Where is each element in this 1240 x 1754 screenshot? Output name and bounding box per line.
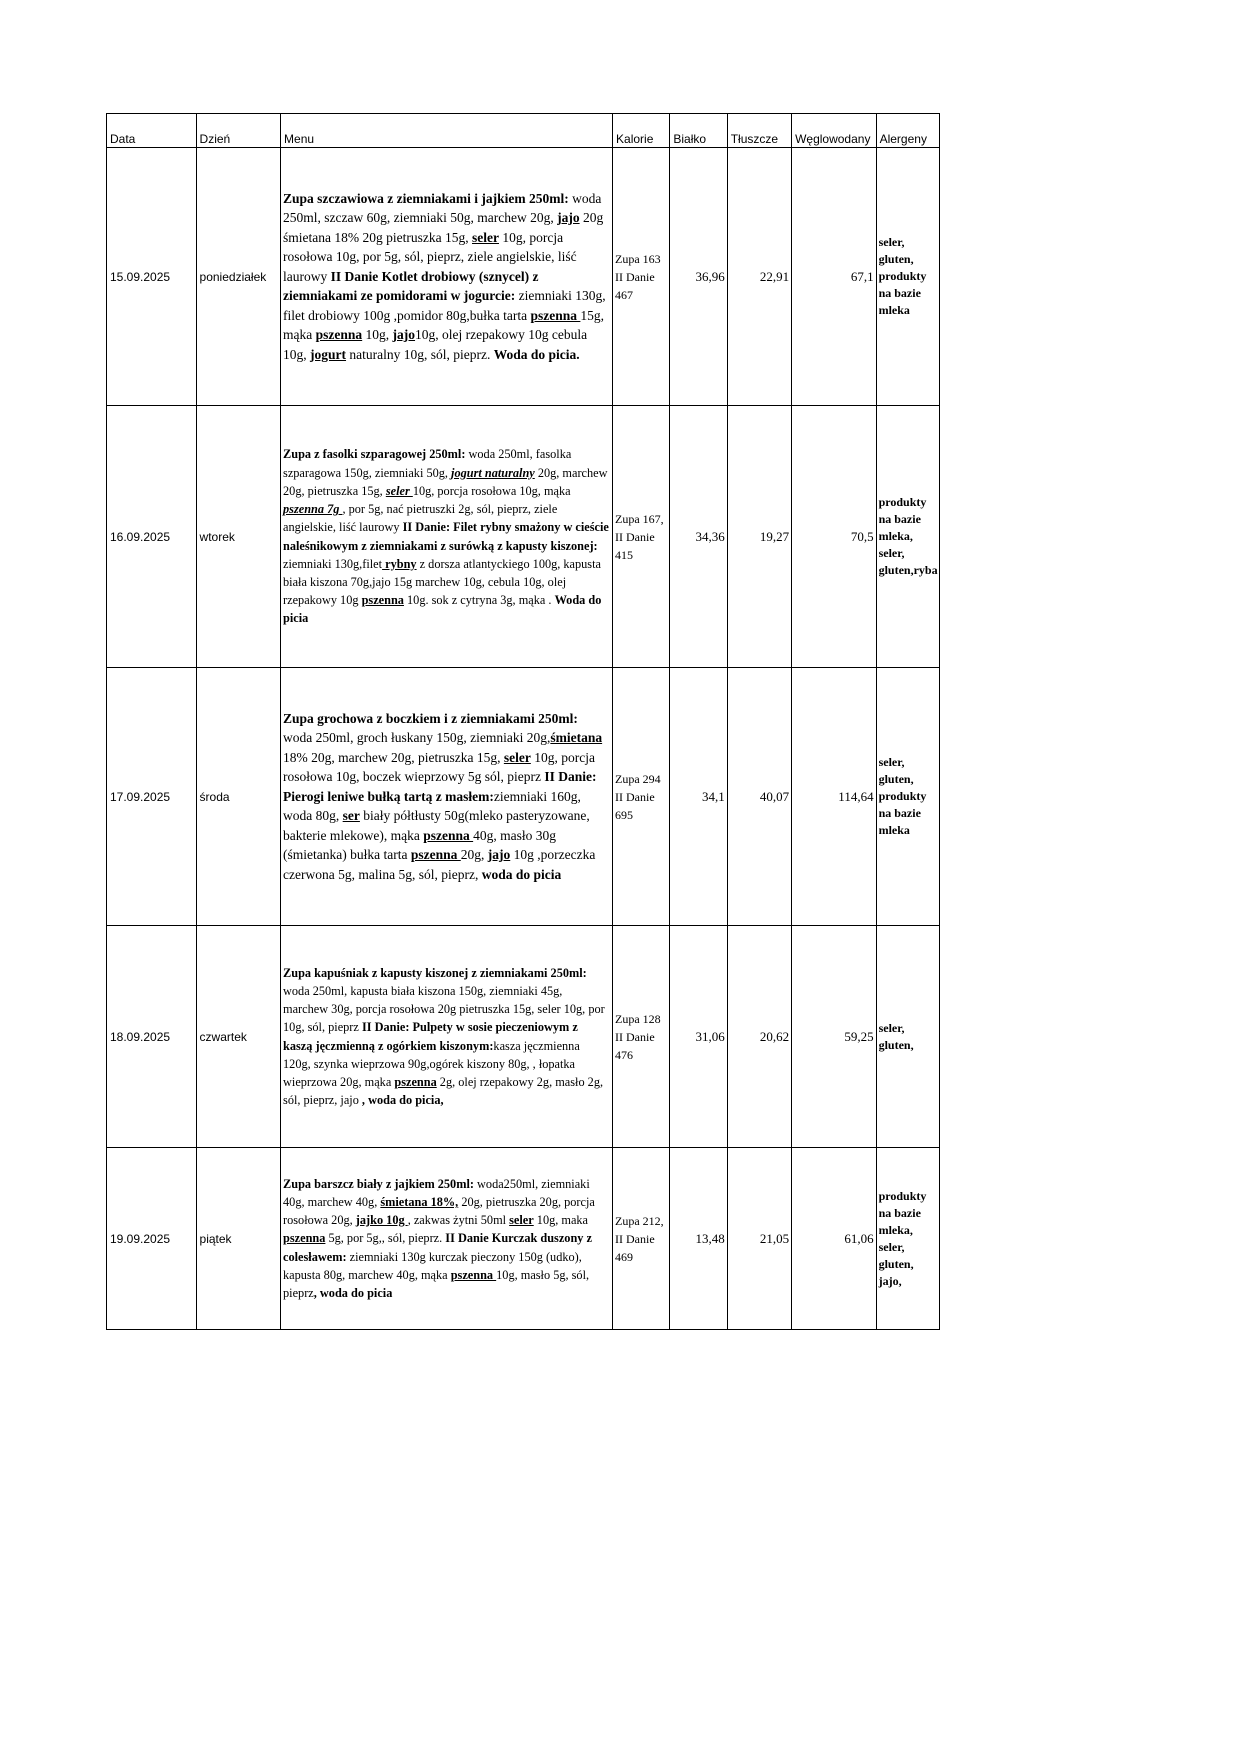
menu-cell — [281, 148, 613, 406]
table-row — [107, 406, 940, 668]
protein-cell: 31,06 — [670, 926, 727, 1148]
menu-run: II Danie: Pulpety w sosie pieczeniowym z kaszą jęczmienną z ogórkiem kiszonym: — [283, 1020, 578, 1053]
menu-run: 10g, porcja rosołowa 10g, por 5g, sól, pieprz, ziele angielskie, liść laurowy — [283, 229, 577, 284]
menu-run: II Danie: Filet rybny smażony w cieście naleśnikowym z ziemniakami z surówką z kapusty kiszonej: — [283, 520, 609, 553]
menu-run: II Danie Kurczak duszony z colesławem: — [283, 1231, 592, 1264]
menu-run: 10g. sok z cytryna 3g, mąka . — [403, 593, 555, 608]
menu-run: 2g, olej rzepakowy 2g, masło 2g, sól, pieprz, jajo — [283, 1074, 604, 1108]
calories-cell: Zupa 167, II Danie 415 — [613, 406, 670, 668]
day-cell: poniedziałek — [196, 148, 281, 406]
calories-cell: Zupa 163 II Danie 467 — [613, 148, 670, 406]
menu-run: woda 250ml, szczaw 60g, ziemniaki 50g, marchew 20g, — [283, 190, 602, 226]
header-row — [107, 114, 940, 148]
header-fat: Tłuszcze — [727, 114, 791, 148]
protein-cell: 34,36 — [670, 406, 727, 668]
header-carbs: Węglowodany — [792, 114, 877, 148]
menu-run: seler — [385, 483, 413, 498]
fat-cell: 40,07 — [727, 668, 791, 926]
table-row — [107, 926, 940, 1148]
menu-run: 10g, — [362, 327, 393, 343]
menu-run: pszenna — [283, 1231, 326, 1246]
menu-run: ziemniaki 160g, woda 80g, — [283, 788, 581, 824]
menu-run: 20g śmietana 18% 20g pietruszka 15g, — [283, 210, 604, 245]
menu-run: II Danie: Pierogi leniwe bułką tartą z masłem: — [283, 769, 597, 804]
menu-run: jajo — [392, 327, 416, 343]
header-allergens: Alergeny — [876, 114, 939, 148]
date-cell: 15.09.2025 — [107, 148, 197, 406]
menu-run: pszenna — [361, 593, 404, 608]
calories-cell: Zupa 294 II Danie 695 — [613, 668, 670, 926]
fat-cell: 20,62 — [727, 926, 791, 1148]
menu-run: 20g, — [460, 847, 488, 863]
menu-run: ser — [342, 808, 360, 824]
menu-run: Zupa z fasolki szparagowej 250ml: — [283, 447, 466, 462]
menu-run: ziemniaki 130g kurczak pieczony 150g (udko), kapusta 80g, marchew 40g, mąka — [283, 1249, 582, 1282]
menu-run: ziemniaki 130g,filet — [283, 556, 383, 571]
menu-text — [283, 709, 610, 885]
day-cell: piątek — [196, 1148, 281, 1330]
menu-run: woda 250ml, groch łuskany 150g, ziemniaki 20g, — [283, 730, 551, 746]
menu-run: jogurt naturalny — [451, 465, 535, 480]
menu-run: pszenna — [410, 847, 461, 863]
header-menu: Menu — [281, 114, 613, 148]
day-cell: wtorek — [196, 406, 281, 668]
header-calories: Kalorie — [613, 114, 670, 148]
carbs-cell: 59,25 — [792, 926, 877, 1148]
header-day: Dzień — [196, 114, 281, 148]
menu-run: 18% 20g, marchew 20g, pietruszka 15g, — [283, 749, 504, 765]
menu-run: woda 250ml, fasolka szparagowa 150g, ziemniaki 50g, — [283, 447, 572, 480]
fat-cell: 22,91 — [727, 148, 791, 406]
header-protein: Białko — [670, 114, 727, 148]
menu-run: 10g, olej rzepakowy 10g cebula 10g, — [283, 327, 588, 362]
menu-run: seler — [509, 1213, 534, 1228]
menu-run: z dorsza atlantyckiego 100g, kapusta biała kiszona 70g,jajo 15g marchew 10g, cebula 10g, olej rzepakowy 10g — [283, 556, 601, 608]
menu-run: , zakwas żytni 50ml — [407, 1213, 510, 1228]
menu-run: woda do picia — [481, 866, 562, 882]
date-cell: 18.09.2025 — [107, 926, 197, 1148]
carbs-cell: 70,5 — [792, 406, 877, 668]
menu-run: ziemniaki 130g, filet drobiowy 100g ,pomidor 80g,bułka tarta — [283, 288, 606, 323]
header-date: Data — [107, 114, 197, 148]
menu-run: pszenna — [530, 307, 581, 323]
menu-run: śmietana — [550, 730, 603, 746]
table-row — [107, 1148, 940, 1330]
table-row — [107, 668, 940, 926]
menu-run: , por 5g, nać pietruszki 2g, sól, pieprz, ziele angielskie, liść laurowy — [283, 502, 558, 535]
menu-cell — [281, 1148, 613, 1330]
menu-run: seler — [472, 229, 499, 245]
carbs-cell: 67,1 — [792, 148, 877, 406]
menu-text — [283, 445, 610, 627]
menu-run: Zupa szczawiowa z ziemniakami i jajkiem 250ml: — [283, 190, 569, 206]
menu-run: 10g, porcja rosołowa 10g, boczek wieprzowy 5g sól, pieprz — [283, 749, 595, 785]
menu-run: śmietana 18%, — [380, 1194, 459, 1209]
menu-run: , woda do picia, — [361, 1093, 444, 1108]
protein-cell: 13,48 — [670, 1148, 727, 1330]
menu-run: pszenna — [394, 1074, 437, 1089]
date-cell: 16.09.2025 — [107, 406, 197, 668]
menu-run: jajo — [487, 847, 511, 863]
allergens-cell: seler, gluten, produkty na bazie mleka — [876, 148, 939, 406]
menu-run: Woda do picia — [283, 593, 602, 626]
menu-run: 10g, maka — [533, 1213, 589, 1228]
menu-cell — [281, 668, 613, 926]
menu-table — [106, 113, 940, 1330]
menu-run: kasza jęczmienna 120g, szynka wieprzowa 90g,ogórek kiszony 80g, , łopatka wieprzowa 20g, mąka — [283, 1038, 580, 1089]
menu-run: woda250ml, ziemniaki 40g, marchew 40g, — [283, 1176, 590, 1209]
protein-cell: 34,1 — [670, 668, 727, 926]
menu-run: 20g, marchew 20g, pietruszka 15g, — [283, 465, 608, 498]
menu-run: pszenna — [450, 1267, 497, 1282]
allergens-cell: seler, gluten, produkty na bazie mleka — [876, 668, 939, 926]
menu-run: Zupa kapuśniak z kapusty kiszonej z ziemniakami 250ml: — [283, 965, 587, 980]
menu-run: pszenna — [423, 827, 474, 843]
menu-run: Woda do picia. — [493, 346, 580, 362]
allergens-cell: seler, gluten, — [876, 926, 939, 1148]
menu-run: jogurt — [310, 346, 347, 362]
menu-run: seler — [503, 749, 531, 765]
menu-cell — [281, 406, 613, 668]
menu-text — [283, 189, 610, 365]
day-cell: środa — [196, 668, 281, 926]
day-cell: czwartek — [196, 926, 281, 1148]
date-cell: 19.09.2025 — [107, 1148, 197, 1330]
fat-cell: 21,05 — [727, 1148, 791, 1330]
menu-run: 15g, mąka — [283, 307, 605, 343]
carbs-cell: 114,64 — [792, 668, 877, 926]
date-cell: 17.09.2025 — [107, 668, 197, 926]
menu-run: naturalny 10g, sól, pieprz. — [346, 346, 494, 362]
menu-run: woda 250ml, kapusta biała kiszona 150g, ziemniaki 45g, marchew 30g, porcja rosołowa 20g pietruszka 15g, seler 10g, por 10g, sól, pieprz — [283, 983, 605, 1035]
menu-run: pszenna — [315, 327, 363, 343]
table-row — [107, 148, 940, 406]
allergens-cell: produkty na bazie mleka, seler, gluten, jajo, — [876, 1148, 939, 1330]
menu-run: biały półtłusty 50g(mleko pasteryzowane, bakterie mlekowe), mąka — [283, 808, 590, 843]
allergens-cell: produkty na bazie mleka, seler, gluten,ryba — [876, 406, 939, 668]
menu-run: II Danie Kotlet drobiowy (sznycel) z ziemniakami ze pomidorami w jogurcie: — [283, 268, 539, 304]
menu-text — [283, 1175, 610, 1302]
menu-run: 10g ,porzeczka czerwona 5g, malina 5g, sól, pieprz, — [283, 847, 596, 882]
menu-run: , woda do picia — [313, 1286, 393, 1300]
menu-run: 10g, masło 5g, sól, pieprz — [283, 1267, 590, 1300]
menu-run: 10g, porcja rosołowa 10g, mąka — [412, 483, 571, 498]
menu-run: jajo — [557, 210, 580, 226]
menu-run: Zupa grochowa z boczkiem i z ziemniakami 250ml: — [283, 710, 578, 726]
menu-run: jajko 10g — [355, 1213, 408, 1228]
menu-run: Zupa barszcz biały z jajkiem 250ml: — [283, 1176, 474, 1191]
menu-run: rybny — [382, 556, 417, 571]
menu-text — [283, 964, 610, 1110]
menu-run: 20g, pietruszka 20g, porcja rosołowa 20g, — [283, 1194, 595, 1228]
calories-cell: Zupa 212, II Danie 469 — [613, 1148, 670, 1330]
calories-cell: Zupa 128 II Danie 476 — [613, 926, 670, 1148]
protein-cell: 36,96 — [670, 148, 727, 406]
menu-cell — [281, 926, 613, 1148]
menu-run: 40g, masło 30g (śmietanka) bułka tarta — [283, 827, 556, 863]
menu-run: 5g, por 5g,, sól, pieprz. — [325, 1231, 446, 1246]
carbs-cell: 61,06 — [792, 1148, 877, 1330]
menu-run: pszenna 7g — [283, 502, 343, 517]
fat-cell: 19,27 — [727, 406, 791, 668]
